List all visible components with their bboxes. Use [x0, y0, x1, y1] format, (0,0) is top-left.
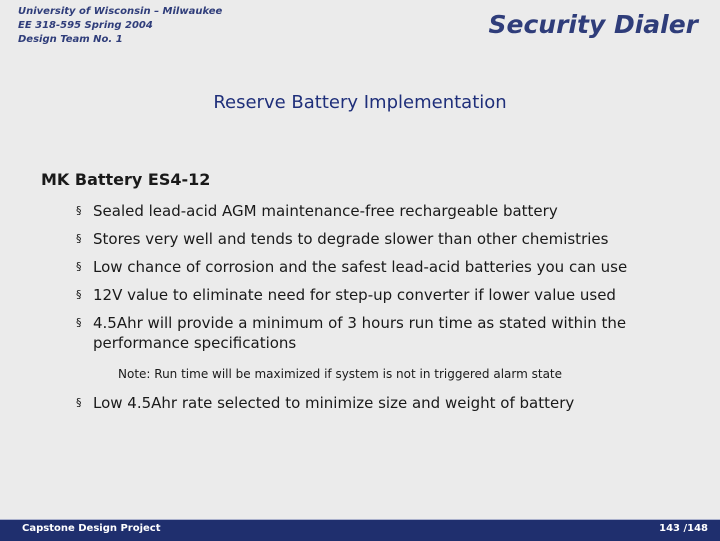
bullet-icon: § [76, 260, 82, 273]
presentation-title: Security Dialer [488, 10, 698, 39]
page-number: 143 /148 [659, 523, 708, 534]
bullet-text: Stores very well and tends to degrade slower than other chemistries [93, 230, 609, 248]
list-item [76, 285, 696, 305]
slide-header [0, 0, 720, 60]
list-item [76, 201, 696, 221]
bullet-icon: § [76, 232, 82, 245]
bullet-text: 4.5Ahr will provide a minimum of 3 hours run time as stated within the performance specifications [93, 314, 627, 352]
list-item [76, 229, 696, 249]
bullet-icon: § [76, 396, 82, 409]
bullet-text: Low chance of corrosion and the safest lead-acid batteries you can use [93, 258, 628, 276]
course-line: EE 318-595 Spring 2004 [18, 20, 153, 31]
bullet-text: 12V value to eliminate need for step-up converter if lower value used [93, 286, 616, 304]
bullet-icon: § [76, 288, 82, 301]
slide-heading: MK Battery ES4-12 [41, 170, 211, 189]
list-item [76, 313, 696, 353]
bullet-icon: § [76, 316, 82, 329]
list-item [76, 393, 696, 413]
team-line: Design Team No. 1 [18, 34, 123, 45]
list-item [76, 257, 696, 277]
bullet-list [76, 201, 696, 361]
bullet-text: Sealed lead-acid AGM maintenance-free rechargeable battery [93, 202, 558, 220]
bullet-text: Low 4.5Ahr rate selected to minimize size and weight of battery [93, 394, 575, 412]
run-time-note: Note: Run time will be maximized if system is not in triggered alarm state [118, 367, 563, 381]
slide-subtitle: Reserve Battery Implementation [213, 92, 507, 113]
university-line: University of Wisconsin – Milwaukee [18, 6, 223, 17]
footer-project-label: Capstone Design Project [22, 523, 161, 534]
bullet-icon: § [76, 204, 82, 217]
slide-footer [0, 519, 720, 541]
bullet-list-after-note [76, 393, 696, 421]
course-info [18, 5, 222, 47]
